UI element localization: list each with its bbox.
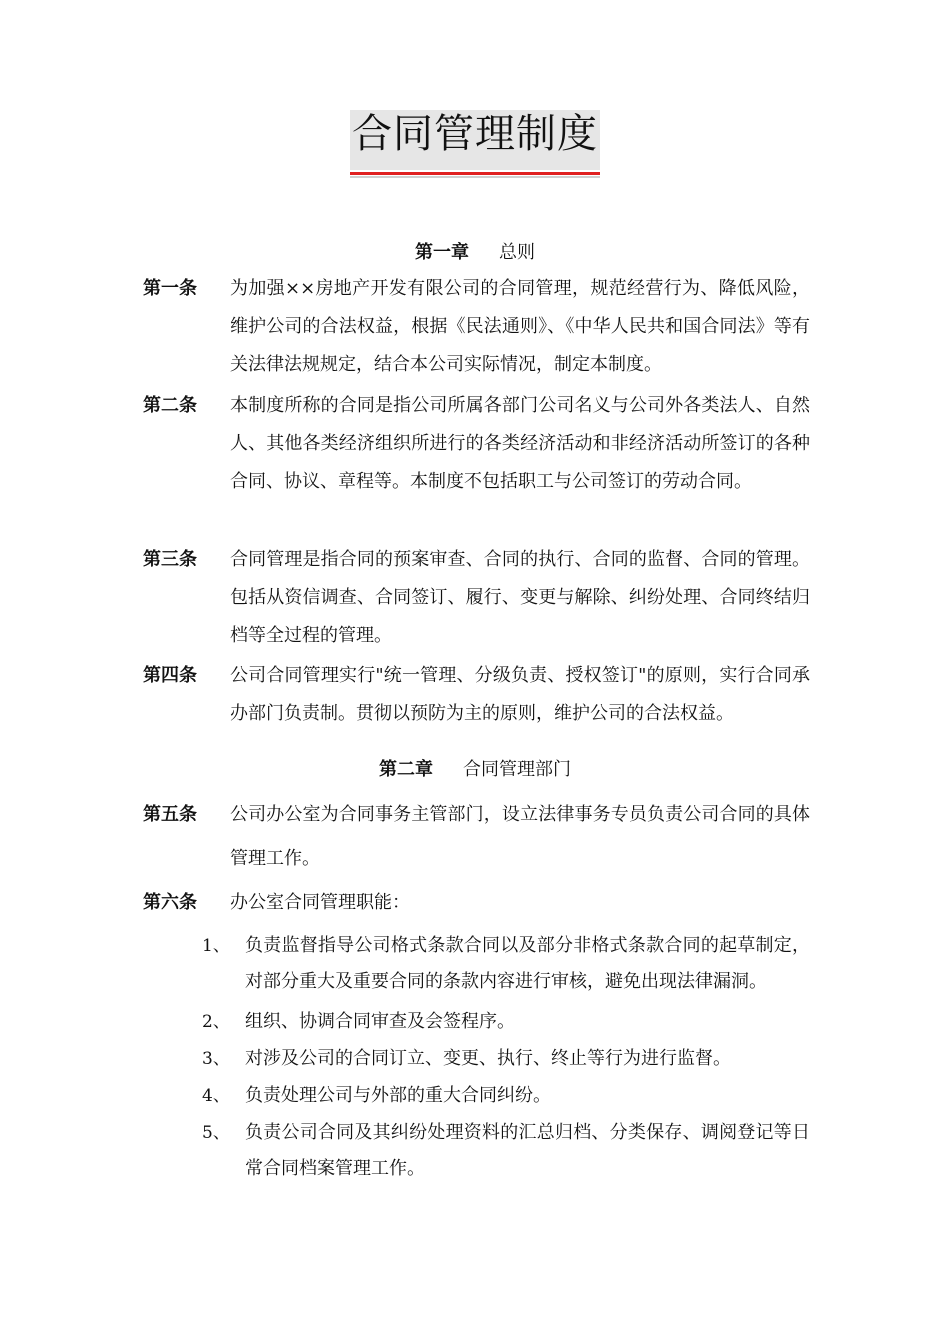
list-item-number: 3、 — [202, 1049, 230, 1069]
chapter-name: 总则 — [499, 242, 535, 263]
article-text: 公司合同管理实行"统一管理、分级负责、授权签订"的原则，实行合同承办部门负责制。贯彻以预防为主的原则，维护公司的合法权益。 — [230, 665, 810, 724]
article-text: 为加强××房地产开发有限公司的合同管理，规范经营行为、降低风险，维护公司的合法权益，根据《民法通则》、《中华人民共和国合同法》等有关法律法规规定，结合本公司实际情况，制定本制度。 — [230, 278, 810, 375]
chapter-number: 第一章 — [415, 242, 469, 263]
page-title: 合同管理制度 — [352, 111, 598, 157]
article-text: 合同管理是指合同的预案审查、合同的执行、合同的监督、合同的管理。包括从资信调查、合同签订、履行、变更与解除、纠纷处理、合同终结归档等全过程的管理。 — [230, 549, 810, 646]
list-item-number: 1、 — [202, 936, 230, 956]
list-item-number: 4、 — [202, 1086, 230, 1106]
chapter-heading — [0, 238, 950, 264]
title-underline — [350, 172, 600, 175]
chapter-name: 合同管理部门 — [463, 759, 571, 780]
list-item-text: 组织、协调合同审查及会签程序。 — [245, 1011, 515, 1032]
article-text: 公司办公室为合同事务主管部门，设立法律事务专员负责公司合同的具体管理工作。 — [230, 804, 810, 869]
article-text: 本制度所称的合同是指公司所属各部门公司名义与公司外各类法人、自然人、其他各类经济组织所进行的各类经济活动和非经济活动所签订的各种合同、协议、章程等。本制度不包括职工与公司签订的劳动合同。 — [230, 395, 810, 492]
list-item-number: 5、 — [202, 1123, 230, 1143]
list-item-text: 负责处理公司与外部的重大合同纠纷。 — [245, 1085, 551, 1106]
article-label: 第四条 — [143, 665, 197, 686]
article-label: 第三条 — [143, 549, 197, 570]
article-label: 第六条 — [143, 892, 197, 913]
list-item-number: 2、 — [202, 1012, 230, 1032]
list-item-text: 对涉及公司的合同订立、变更、执行、终止等行为进行监督。 — [245, 1048, 731, 1069]
article-label: 第一条 — [143, 278, 197, 299]
list-item-text: 负责监督指导公司格式条款合同以及部分非格式条款合同的起草制定，对部分重大及重要合同的条款内容进行审核，避免出现法律漏洞。 — [245, 935, 810, 992]
article-label: 第五条 — [143, 804, 197, 825]
article-text: 办公室合同管理职能： — [230, 892, 410, 913]
list-item-text: 负责公司合同及其纠纷处理资料的汇总归档、分类保存、调阅登记等日常合同档案管理工作。 — [245, 1122, 810, 1179]
article-label: 第二条 — [143, 395, 197, 416]
chapter-heading — [0, 755, 950, 781]
title-underline-shadow — [350, 176, 600, 178]
chapter-number: 第二章 — [379, 759, 433, 780]
